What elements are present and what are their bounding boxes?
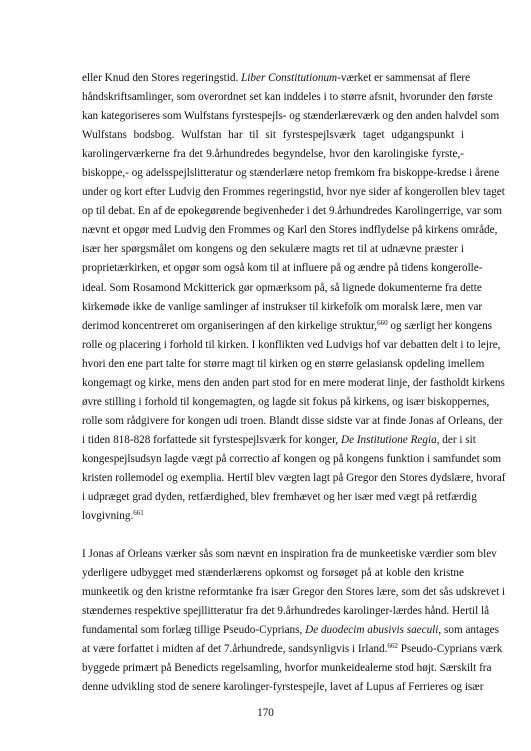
- text-line: [82, 317, 493, 336]
- paragraph: [82, 545, 506, 697]
- paragraph: [82, 69, 506, 526]
- text-line: [82, 69, 471, 88]
- text-line: [82, 602, 490, 621]
- italic-title: Liber Constitutionum: [241, 72, 338, 84]
- text-run: , der i sit: [436, 433, 476, 446]
- text-run: i udpræget grad dyden, retfærdighed, blev fremhævet og her især med vægt på retfærdig: [82, 491, 477, 504]
- text-run: munkeetik og den kristne reformtanke fra især Gregor den Stores lære, som det sås udskrevet i: [82, 586, 506, 599]
- text-run: eller Knud den Stores regeringstid.: [82, 72, 242, 84]
- text-run: I Jonas af Orleans værker sås som nævnt en inspiration fra de munkeetiske værdier som blev: [82, 548, 497, 561]
- footnote-ref: 661: [133, 509, 144, 518]
- text-run: Wulfstans bodsbog. Wulfstan har til sit fyrstespejlsværk taget udgangspunkt i: [82, 129, 464, 142]
- text-run: under og kort efter Ludvig den Frommes regeringstid, hvor nye sider af kongerollen blev taget: [82, 186, 505, 199]
- text-run: Pseudo-Cyprians værk: [397, 643, 503, 656]
- text-line: [82, 240, 464, 259]
- text-line: [82, 412, 503, 431]
- text-line: [82, 259, 483, 278]
- text-line: [82, 88, 493, 107]
- text-run: byggede primært på Benedicts regelsamling, hvorfor munkeidealerne stod højt. Særskilt fra: [82, 662, 492, 675]
- text-run: fundamental som forlæg tillige Pseudo-Cyprians,: [82, 624, 306, 637]
- text-run: og særligt her kongens: [387, 319, 493, 332]
- text-run: -værket er sammensat af flere: [337, 72, 471, 84]
- text-line: [82, 507, 464, 526]
- text-run: rolle som rådgivere for kongen udi troen. Blandt disse sidste var at finde Jonas af Orleans, der: [82, 414, 503, 427]
- text-line: [82, 336, 501, 355]
- text-line: [82, 393, 490, 412]
- text-line: [82, 355, 485, 374]
- text-line: [82, 431, 476, 450]
- text-run: kongespejlsudsyn lagde vægt på correctio af kongen og på kongens funktion i samfundet som: [82, 452, 502, 465]
- text-line: [82, 374, 505, 393]
- text-line: [82, 183, 505, 202]
- text-line: [82, 659, 492, 678]
- text-line: [82, 298, 483, 317]
- text-run: ideal. Som Rosamond Mckitterick gør opmærksom på, så lignede dokumenterne fra dette: [82, 281, 482, 294]
- text-line: [82, 488, 477, 507]
- text-run: karolingerværkerne fra det 9.århundredes begyndelse, hvor den karolingiske fyrste,-: [82, 148, 464, 161]
- text-run: nævnt et opgør med Ludvig den Frommes og Karl den Stores indflydelse på kirkens område,: [82, 224, 498, 237]
- text-line: [82, 221, 498, 240]
- text-run: rolle og placering i forhold til kirken. I konflikten ved Ludvigs hof var debatten delt i to lejre,: [82, 338, 501, 351]
- footnote-ref: 662: [387, 642, 398, 651]
- body-text: [82, 69, 506, 698]
- text-line: [82, 469, 506, 488]
- text-run: kristen rollemodel og exemplia. Hertil blev vægten lagt på Gregor den Stores dydslære, hvoraf: [82, 471, 506, 484]
- text-run: , som antages: [438, 624, 499, 637]
- text-line: [82, 678, 484, 697]
- paragraph-gap: [82, 526, 464, 545]
- footnote-ref: 660: [377, 318, 388, 327]
- text-line: [82, 126, 464, 145]
- text-run: i tiden 818-828 forfattede sit fyrstespejlsværk for konger,: [82, 433, 341, 446]
- text-line: [82, 202, 502, 221]
- text-run: yderligere udbygget med stænderlærens opkomst og forsøget på at koble den kristne: [82, 567, 464, 580]
- text-line: [82, 640, 503, 659]
- text-run: øvre stilling i forhold til kongemagten, og lagde sit fokus på kirkens, og især biskoppernes,: [82, 395, 490, 408]
- text-line: [82, 564, 464, 583]
- italic-title: De duodecim abusivis saeculi: [305, 624, 439, 637]
- italic-title: De Institutione Regia: [340, 433, 437, 446]
- text-run: kongemagt og kirke, mens den anden part stod for en mere moderat linje, der fastholdt kirkens: [82, 376, 505, 389]
- text-run: proprietærkirken, et opgør som også kom til at influere på og ændre på tidens kongerolle-: [82, 262, 483, 275]
- text-line: [82, 145, 464, 164]
- text-line: [82, 621, 499, 640]
- text-run: hvori den ene part talte for større magt til kirken og en større gelasiansk opdeling imellem: [82, 357, 485, 370]
- text-run: lovgivning.: [82, 510, 134, 523]
- text-line: [82, 107, 500, 126]
- text-run: håndskriftsamlinger, som overordnet set kan inddeles i to større afsnit, hvorunder den første: [82, 91, 493, 104]
- text-run: især her spørgsmålet om kongens og den sekulære magts ret til at udnævne præster i: [82, 243, 464, 256]
- text-run: derimod koncentreret om organiseringen af den kirkelige struktur,: [82, 319, 378, 332]
- text-run: op til debat. En af de epokegørende begivenheder i det 9.århundredes Karolingerrige, var som: [82, 205, 502, 218]
- text-line: [82, 450, 502, 469]
- text-run: kirkemøde ikke de vanlige samlinger af instrukser til kirkefolk om moralsk lære, men var: [82, 300, 483, 313]
- text-line: [82, 545, 497, 564]
- text-line: [82, 279, 482, 298]
- page-number: 170: [257, 707, 274, 719]
- text-run: at være forfattet i midten af det 7.århundrede, sandsynligvis i Irland.: [82, 643, 388, 656]
- text-line: [82, 583, 506, 602]
- text-run: denne udvikling stod de senere karolinger-fyrstespejle, lavet af Lupus af Ferrieres og især: [82, 681, 484, 694]
- text-run: kan kategoriseres som Wulfstans fyrstespejls- og stænderlæreværk og den anden halvdel som: [82, 110, 500, 123]
- text-run: biskoppe,- og adelsspejlslitteratur og stænderlære netop fremkom fra biskoppe-kredse i årene: [82, 167, 500, 180]
- text-line: [82, 164, 500, 183]
- text-run: stændernes respektive spejllitteratur fra det 9.århundredes karolinger-lærdes hånd. Hertil lå: [82, 605, 490, 618]
